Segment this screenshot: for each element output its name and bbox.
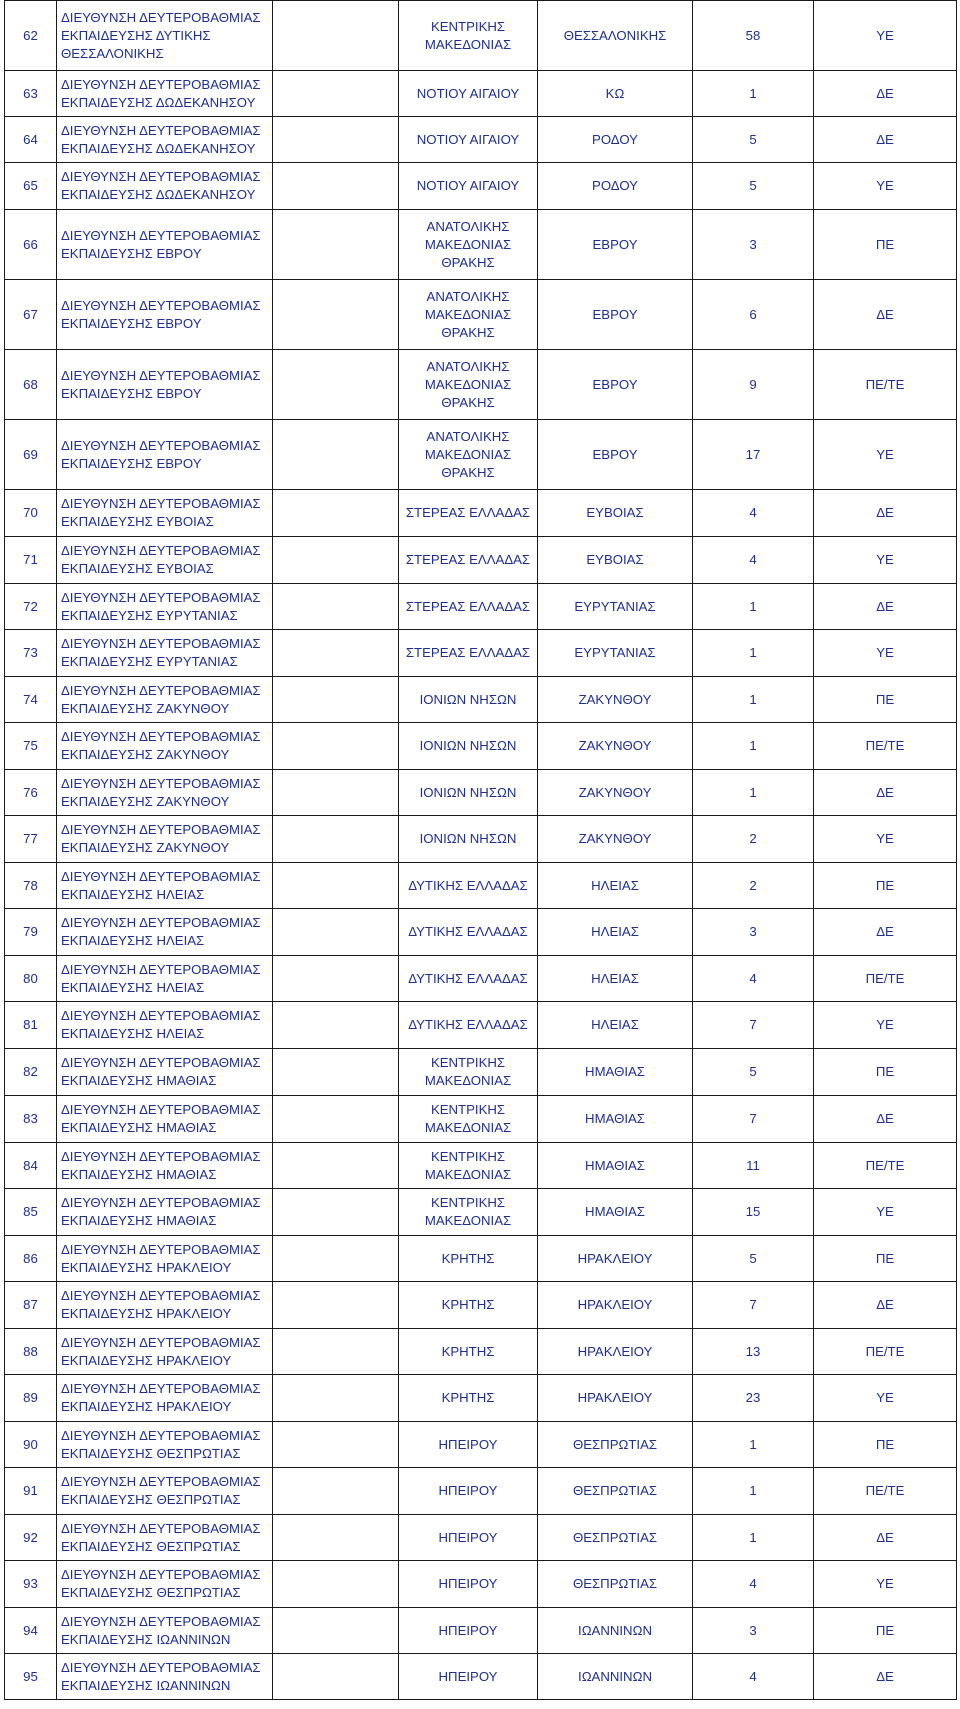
row-number: 95 — [5, 1654, 57, 1700]
table-row — [5, 630, 957, 677]
education-category: ΔΕ — [814, 909, 957, 956]
education-category: ΔΕ — [814, 490, 957, 537]
region-name: ΝΟΤΙΟΥ ΑΙΓΑΙΟΥ — [399, 117, 538, 163]
directorate-name: ΔΙΕΥΘΥΝΣΗ ΔΕΥΤΕΡΟΒΑΘΜΙΑΣ ΕΚΠΑΙΔΕΥΣΗΣ ΗΜΑΘΙΑΣ — [57, 1049, 273, 1096]
table-row — [5, 1236, 957, 1282]
table-row — [5, 1329, 957, 1375]
education-category: ΥΕ — [814, 420, 957, 490]
directorate-name: ΔΙΕΥΘΥΝΣΗ ΔΕΥΤΕΡΟΒΑΘΜΙΑΣ ΕΚΠΑΙΔΕΥΣΗΣ ΕΒΡΟΥ — [57, 350, 273, 420]
region-name: ΗΠΕΙΡΟΥ — [399, 1422, 538, 1468]
table-row — [5, 1143, 957, 1189]
education-category: ΠΕ — [814, 1049, 957, 1096]
directorate-name: ΔΙΕΥΘΥΝΣΗ ΔΕΥΤΕΡΟΒΑΘΜΙΑΣ ΕΚΠΑΙΔΕΥΣΗΣ ΗΛΕΙΑΣ — [57, 1002, 273, 1049]
empty-cell — [273, 1654, 399, 1700]
region-name: ΙΟΝΙΩΝ ΝΗΣΩΝ — [399, 723, 538, 770]
region-name: ΚΡΗΤΗΣ — [399, 1236, 538, 1282]
region-name: ΑΝΑΤΟΛΙΚΗΣ ΜΑΚΕΔΟΝΙΑΣ ΘΡΑΚΗΣ — [399, 280, 538, 350]
table-row — [5, 1189, 957, 1236]
education-category: ΠΕ — [814, 677, 957, 723]
positions-count: 23 — [693, 1375, 814, 1422]
prefecture-name: ΗΡΑΚΛΕΙΟΥ — [538, 1236, 693, 1282]
empty-cell — [273, 1375, 399, 1422]
education-category: ΥΕ — [814, 1002, 957, 1049]
prefecture-name: ΕΥΡΥΤΑΝΙΑΣ — [538, 630, 693, 677]
row-number: 74 — [5, 677, 57, 723]
positions-count: 58 — [693, 1, 814, 71]
empty-cell — [273, 490, 399, 537]
region-name: ΔΥΤΙΚΗΣ ΕΛΛΑΔΑΣ — [399, 909, 538, 956]
region-name: ΗΠΕΙΡΟΥ — [399, 1608, 538, 1654]
empty-cell — [273, 1143, 399, 1189]
education-category: ΔΕ — [814, 1096, 957, 1143]
prefecture-name: ΗΜΑΘΙΑΣ — [538, 1189, 693, 1236]
table-row — [5, 1, 957, 71]
row-number: 91 — [5, 1468, 57, 1515]
empty-cell — [273, 956, 399, 1002]
table-row — [5, 584, 957, 630]
prefecture-name: ΗΛΕΙΑΣ — [538, 863, 693, 909]
positions-count: 1 — [693, 71, 814, 117]
empty-cell — [273, 1236, 399, 1282]
table-row — [5, 770, 957, 816]
positions-count: 17 — [693, 420, 814, 490]
empty-cell — [273, 816, 399, 863]
row-number: 85 — [5, 1189, 57, 1236]
directorate-name: ΔΙΕΥΘΥΝΣΗ ΔΕΥΤΕΡΟΒΑΘΜΙΑΣ ΕΚΠΑΙΔΕΥΣΗΣ ΙΩΑΝΝΙΝΩΝ — [57, 1608, 273, 1654]
region-name: ΣΤΕΡΕΑΣ ΕΛΛΑΔΑΣ — [399, 537, 538, 584]
education-category: ΠΕ — [814, 1236, 957, 1282]
directorate-name: ΔΙΕΥΘΥΝΣΗ ΔΕΥΤΕΡΟΒΑΘΜΙΑΣ ΕΚΠΑΙΔΕΥΣΗΣ ΖΑΚΥΝΘΟΥ — [57, 816, 273, 863]
positions-count: 1 — [693, 1468, 814, 1515]
prefecture-name: ΖΑΚΥΝΘΟΥ — [538, 770, 693, 816]
directorate-name: ΔΙΕΥΘΥΝΣΗ ΔΕΥΤΕΡΟΒΑΘΜΙΑΣ ΕΚΠΑΙΔΕΥΣΗΣ ΗΜΑΘΙΑΣ — [57, 1143, 273, 1189]
prefecture-name: ΖΑΚΥΝΘΟΥ — [538, 816, 693, 863]
table-row — [5, 350, 957, 420]
prefecture-name: ΙΩΑΝΝΙΝΩΝ — [538, 1608, 693, 1654]
table-row — [5, 723, 957, 770]
directorate-name: ΔΙΕΥΘΥΝΣΗ ΔΕΥΤΕΡΟΒΑΘΜΙΑΣ ΕΚΠΑΙΔΕΥΣΗΣ ΖΑΚΥΝΘΟΥ — [57, 677, 273, 723]
table-row — [5, 863, 957, 909]
positions-count: 4 — [693, 1561, 814, 1608]
directorate-name: ΔΙΕΥΘΥΝΣΗ ΔΕΥΤΕΡΟΒΑΘΜΙΑΣ ΕΚΠΑΙΔΕΥΣΗΣ ΔΩΔΕΚΑΝΗΣΟΥ — [57, 117, 273, 163]
prefecture-name: ΗΡΑΚΛΕΙΟΥ — [538, 1375, 693, 1422]
positions-count: 3 — [693, 210, 814, 280]
row-number: 90 — [5, 1422, 57, 1468]
row-number: 88 — [5, 1329, 57, 1375]
positions-count: 1 — [693, 630, 814, 677]
positions-count: 1 — [693, 584, 814, 630]
education-category: ΔΕ — [814, 1282, 957, 1329]
positions-count: 4 — [693, 1654, 814, 1700]
positions-count: 1 — [693, 770, 814, 816]
directorate-name: ΔΙΕΥΘΥΝΣΗ ΔΕΥΤΕΡΟΒΑΘΜΙΑΣ ΕΚΠΑΙΔΕΥΣΗΣ ΗΡΑΚΛΕΙΟΥ — [57, 1282, 273, 1329]
directorate-name: ΔΙΕΥΘΥΝΣΗ ΔΕΥΤΕΡΟΒΑΘΜΙΑΣ ΕΚΠΑΙΔΕΥΣΗΣ ΗΡΑΚΛΕΙΟΥ — [57, 1236, 273, 1282]
region-name: ΣΤΕΡΕΑΣ ΕΛΛΑΔΑΣ — [399, 630, 538, 677]
education-category: ΔΕ — [814, 584, 957, 630]
row-number: 86 — [5, 1236, 57, 1282]
education-category: ΥΕ — [814, 163, 957, 210]
table-row — [5, 163, 957, 210]
region-name: ΣΤΕΡΕΑΣ ΕΛΛΑΔΑΣ — [399, 490, 538, 537]
directorate-name: ΔΙΕΥΘΥΝΣΗ ΔΕΥΤΕΡΟΒΑΘΜΙΑΣ ΕΚΠΑΙΔΕΥΣΗΣ ΕΥΡΥΤΑΝΙΑΣ — [57, 630, 273, 677]
region-name: ΗΠΕΙΡΟΥ — [399, 1515, 538, 1561]
positions-count: 3 — [693, 909, 814, 956]
positions-count: 1 — [693, 677, 814, 723]
directorate-name: ΔΙΕΥΘΥΝΣΗ ΔΕΥΤΕΡΟΒΑΘΜΙΑΣ ΕΚΠΑΙΔΕΥΣΗΣ ΕΥΒΟΙΑΣ — [57, 537, 273, 584]
table-row — [5, 1375, 957, 1422]
prefecture-name: ΕΒΡΟΥ — [538, 280, 693, 350]
directorate-name: ΔΙΕΥΘΥΝΣΗ ΔΕΥΤΕΡΟΒΑΘΜΙΑΣ ΕΚΠΑΙΔΕΥΣΗΣ ΘΕΣΠΡΩΤΙΑΣ — [57, 1561, 273, 1608]
table-row — [5, 956, 957, 1002]
region-name: ΚΡΗΤΗΣ — [399, 1375, 538, 1422]
directorate-name: ΔΙΕΥΘΥΝΣΗ ΔΕΥΤΕΡΟΒΑΘΜΙΑΣ ΕΚΠΑΙΔΕΥΣΗΣ ΘΕΣΠΡΩΤΙΑΣ — [57, 1422, 273, 1468]
table-row — [5, 909, 957, 956]
empty-cell — [273, 584, 399, 630]
empty-cell — [273, 630, 399, 677]
education-category: ΥΕ — [814, 1561, 957, 1608]
empty-cell — [273, 1002, 399, 1049]
table-row — [5, 280, 957, 350]
table-row — [5, 117, 957, 163]
directorate-name: ΔΙΕΥΘΥΝΣΗ ΔΕΥΤΕΡΟΒΑΘΜΙΑΣ ΕΚΠΑΙΔΕΥΣΗΣ ΗΛΕΙΑΣ — [57, 956, 273, 1002]
education-category: ΥΕ — [814, 537, 957, 584]
row-number: 83 — [5, 1096, 57, 1143]
region-name: ΚΕΝΤΡΙΚΗΣ ΜΑΚΕΔΟΝΙΑΣ — [399, 1096, 538, 1143]
education-category: ΔΕ — [814, 71, 957, 117]
positions-count: 5 — [693, 1236, 814, 1282]
directorate-name: ΔΙΕΥΘΥΝΣΗ ΔΕΥΤΕΡΟΒΑΘΜΙΑΣ ΕΚΠΑΙΔΕΥΣΗΣ ΔΩΔΕΚΑΝΗΣΟΥ — [57, 71, 273, 117]
empty-cell — [273, 677, 399, 723]
prefecture-name: ΕΥΒΟΙΑΣ — [538, 490, 693, 537]
education-category: ΠΕ — [814, 1608, 957, 1654]
education-category: ΠΕ — [814, 210, 957, 280]
region-name: ΝΟΤΙΟΥ ΑΙΓΑΙΟΥ — [399, 71, 538, 117]
education-category: ΥΕ — [814, 816, 957, 863]
positions-count: 4 — [693, 956, 814, 1002]
education-category: ΥΕ — [814, 630, 957, 677]
row-number: 87 — [5, 1282, 57, 1329]
directorate-name: ΔΙΕΥΘΥΝΣΗ ΔΕΥΤΕΡΟΒΑΘΜΙΑΣ ΕΚΠΑΙΔΕΥΣΗΣ ΕΥΡΥΤΑΝΙΑΣ — [57, 584, 273, 630]
prefecture-name: ΘΕΣΠΡΩΤΙΑΣ — [538, 1422, 693, 1468]
table-row — [5, 1515, 957, 1561]
empty-cell — [273, 1329, 399, 1375]
positions-count: 15 — [693, 1189, 814, 1236]
region-name: ΚΕΝΤΡΙΚΗΣ ΜΑΚΕΔΟΝΙΑΣ — [399, 1143, 538, 1189]
directorate-name: ΔΙΕΥΘΥΝΣΗ ΔΕΥΤΕΡΟΒΑΘΜΙΑΣ ΕΚΠΑΙΔΕΥΣΗΣ ΕΒΡΟΥ — [57, 280, 273, 350]
positions-count: 2 — [693, 863, 814, 909]
row-number: 81 — [5, 1002, 57, 1049]
education-category: ΠΕ — [814, 863, 957, 909]
table-row — [5, 1422, 957, 1468]
positions-count: 5 — [693, 117, 814, 163]
row-number: 94 — [5, 1608, 57, 1654]
empty-cell — [273, 909, 399, 956]
empty-cell — [273, 1096, 399, 1143]
region-name: ΔΥΤΙΚΗΣ ΕΛΛΑΔΑΣ — [399, 956, 538, 1002]
row-number: 82 — [5, 1049, 57, 1096]
positions-count: 7 — [693, 1282, 814, 1329]
table-row — [5, 1002, 957, 1049]
region-name: ΗΠΕΙΡΟΥ — [399, 1468, 538, 1515]
region-name: ΑΝΑΤΟΛΙΚΗΣ ΜΑΚΕΔΟΝΙΑΣ ΘΡΑΚΗΣ — [399, 350, 538, 420]
region-name: ΙΟΝΙΩΝ ΝΗΣΩΝ — [399, 677, 538, 723]
prefecture-name: ΘΕΣΠΡΩΤΙΑΣ — [538, 1515, 693, 1561]
region-name: ΗΠΕΙΡΟΥ — [399, 1561, 538, 1608]
positions-count: 4 — [693, 490, 814, 537]
empty-cell — [273, 420, 399, 490]
row-number: 84 — [5, 1143, 57, 1189]
positions-count: 13 — [693, 1329, 814, 1375]
region-name: ΣΤΕΡΕΑΣ ΕΛΛΑΔΑΣ — [399, 584, 538, 630]
prefecture-name: ΕΒΡΟΥ — [538, 210, 693, 280]
directorate-name: ΔΙΕΥΘΥΝΣΗ ΔΕΥΤΕΡΟΒΑΘΜΙΑΣ ΕΚΠΑΙΔΕΥΣΗΣ ΖΑΚΥΝΘΟΥ — [57, 723, 273, 770]
region-name: ΚΕΝΤΡΙΚΗΣ ΜΑΚΕΔΟΝΙΑΣ — [399, 1, 538, 71]
prefecture-name: ΖΑΚΥΝΘΟΥ — [538, 677, 693, 723]
empty-cell — [273, 537, 399, 584]
positions-count: 3 — [693, 1608, 814, 1654]
row-number: 63 — [5, 71, 57, 117]
positions-count: 11 — [693, 1143, 814, 1189]
directorate-name: ΔΙΕΥΘΥΝΣΗ ΔΕΥΤΕΡΟΒΑΘΜΙΑΣ ΕΚΠΑΙΔΕΥΣΗΣ ΗΡΑΚΛΕΙΟΥ — [57, 1329, 273, 1375]
education-category: ΥΕ — [814, 1375, 957, 1422]
directorate-name: ΔΙΕΥΘΥΝΣΗ ΔΕΥΤΕΡΟΒΑΘΜΙΑΣ ΕΚΠΑΙΔΕΥΣΗΣ ΕΥΒΟΙΑΣ — [57, 490, 273, 537]
table-row — [5, 1654, 957, 1700]
table-row — [5, 1468, 957, 1515]
prefecture-name: ΗΛΕΙΑΣ — [538, 1002, 693, 1049]
directorate-name: ΔΙΕΥΘΥΝΣΗ ΔΕΥΤΕΡΟΒΑΘΜΙΑΣ ΕΚΠΑΙΔΕΥΣΗΣ ΘΕΣΠΡΩΤΙΑΣ — [57, 1515, 273, 1561]
prefecture-name: ΖΑΚΥΝΘΟΥ — [538, 723, 693, 770]
row-number: 92 — [5, 1515, 57, 1561]
table-row — [5, 1096, 957, 1143]
directorate-name: ΔΙΕΥΘΥΝΣΗ ΔΕΥΤΕΡΟΒΑΘΜΙΑΣ ΕΚΠΑΙΔΕΥΣΗΣ ΙΩΑΝΝΙΝΩΝ — [57, 1654, 273, 1700]
prefecture-name: ΗΛΕΙΑΣ — [538, 909, 693, 956]
table-row — [5, 210, 957, 280]
positions-count: 1 — [693, 723, 814, 770]
positions-count: 7 — [693, 1096, 814, 1143]
prefecture-name: ΙΩΑΝΝΙΝΩΝ — [538, 1654, 693, 1700]
prefecture-name: ΗΜΑΘΙΑΣ — [538, 1049, 693, 1096]
region-name: ΑΝΑΤΟΛΙΚΗΣ ΜΑΚΕΔΟΝΙΑΣ ΘΡΑΚΗΣ — [399, 420, 538, 490]
prefecture-name: ΕΒΡΟΥ — [538, 420, 693, 490]
empty-cell — [273, 1049, 399, 1096]
directorate-name: ΔΙΕΥΘΥΝΣΗ ΔΕΥΤΕΡΟΒΑΘΜΙΑΣ ΕΚΠΑΙΔΕΥΣΗΣ ΗΜΑΘΙΑΣ — [57, 1189, 273, 1236]
empty-cell — [273, 163, 399, 210]
empty-cell — [273, 280, 399, 350]
empty-cell — [273, 1608, 399, 1654]
table-row — [5, 677, 957, 723]
row-number: 80 — [5, 956, 57, 1002]
education-category: ΥΕ — [814, 1, 957, 71]
prefecture-name: ΡΟΔΟΥ — [538, 117, 693, 163]
directorate-name: ΔΙΕΥΘΥΝΣΗ ΔΕΥΤΕΡΟΒΑΘΜΙΑΣ ΕΚΠΑΙΔΕΥΣΗΣ ΗΡΑΚΛΕΙΟΥ — [57, 1375, 273, 1422]
prefecture-name: ΗΜΑΘΙΑΣ — [538, 1096, 693, 1143]
region-name: ΔΥΤΙΚΗΣ ΕΛΛΑΔΑΣ — [399, 1002, 538, 1049]
table-row — [5, 1049, 957, 1096]
education-category: ΠΕ/ΤΕ — [814, 956, 957, 1002]
row-number: 69 — [5, 420, 57, 490]
empty-cell — [273, 117, 399, 163]
prefecture-name: ΚΩ — [538, 71, 693, 117]
region-name: ΗΠΕΙΡΟΥ — [399, 1654, 538, 1700]
row-number: 73 — [5, 630, 57, 677]
table-row — [5, 420, 957, 490]
row-number: 77 — [5, 816, 57, 863]
row-number: 67 — [5, 280, 57, 350]
directorate-name: ΔΙΕΥΘΥΝΣΗ ΔΕΥΤΕΡΟΒΑΘΜΙΑΣ ΕΚΠΑΙΔΕΥΣΗΣ ΗΛΕΙΑΣ — [57, 863, 273, 909]
positions-count: 4 — [693, 537, 814, 584]
row-number: 89 — [5, 1375, 57, 1422]
education-category: ΠΕ/ΤΕ — [814, 1143, 957, 1189]
prefecture-name: ΕΥΡΥΤΑΝΙΑΣ — [538, 584, 693, 630]
directorate-name: ΔΙΕΥΘΥΝΣΗ ΔΕΥΤΕΡΟΒΑΘΜΙΑΣ ΕΚΠΑΙΔΕΥΣΗΣ ΔΩΔΕΚΑΝΗΣΟΥ — [57, 163, 273, 210]
education-category: ΔΕ — [814, 117, 957, 163]
empty-cell — [273, 1189, 399, 1236]
education-category: ΔΕ — [814, 1654, 957, 1700]
row-number: 68 — [5, 350, 57, 420]
empty-cell — [273, 350, 399, 420]
positions-count: 5 — [693, 163, 814, 210]
positions-count: 1 — [693, 1422, 814, 1468]
row-number: 79 — [5, 909, 57, 956]
prefecture-name: ΗΛΕΙΑΣ — [538, 956, 693, 1002]
prefecture-name: ΕΒΡΟΥ — [538, 350, 693, 420]
positions-count: 5 — [693, 1049, 814, 1096]
prefecture-name: ΘΕΣΣΑΛΟΝΙΚΗΣ — [538, 1, 693, 71]
directorate-name: ΔΙΕΥΘΥΝΣΗ ΔΕΥΤΕΡΟΒΑΘΜΙΑΣ ΕΚΠΑΙΔΕΥΣΗΣ ΗΛΕΙΑΣ — [57, 909, 273, 956]
prefecture-name: ΡΟΔΟΥ — [538, 163, 693, 210]
row-number: 78 — [5, 863, 57, 909]
directorate-name: ΔΙΕΥΘΥΝΣΗ ΔΕΥΤΕΡΟΒΑΘΜΙΑΣ ΕΚΠΑΙΔΕΥΣΗΣ ΘΕΣΠΡΩΤΙΑΣ — [57, 1468, 273, 1515]
region-name: ΚΕΝΤΡΙΚΗΣ ΜΑΚΕΔΟΝΙΑΣ — [399, 1189, 538, 1236]
empty-cell — [273, 1, 399, 71]
education-category: ΔΕ — [814, 1515, 957, 1561]
region-name: ΚΡΗΤΗΣ — [399, 1282, 538, 1329]
directorate-name: ΔΙΕΥΘΥΝΣΗ ΔΕΥΤΕΡΟΒΑΘΜΙΑΣ ΕΚΠΑΙΔΕΥΣΗΣ ΔΥΤΙΚΗΣ ΘΕΣΣΑΛΟΝΙΚΗΣ — [57, 1, 273, 71]
prefecture-name: ΗΡΑΚΛΕΙΟΥ — [538, 1329, 693, 1375]
row-number: 76 — [5, 770, 57, 816]
row-number: 64 — [5, 117, 57, 163]
positions-count: 1 — [693, 1515, 814, 1561]
row-number: 71 — [5, 537, 57, 584]
education-category: ΠΕ/ΤΕ — [814, 1468, 957, 1515]
empty-cell — [273, 1515, 399, 1561]
row-number: 93 — [5, 1561, 57, 1608]
row-number: 65 — [5, 163, 57, 210]
prefecture-name: ΘΕΣΠΡΩΤΙΑΣ — [538, 1468, 693, 1515]
directorate-name: ΔΙΕΥΘΥΝΣΗ ΔΕΥΤΕΡΟΒΑΘΜΙΑΣ ΕΚΠΑΙΔΕΥΣΗΣ ΗΜΑΘΙΑΣ — [57, 1096, 273, 1143]
row-number: 70 — [5, 490, 57, 537]
table-row — [5, 816, 957, 863]
positions-count: 9 — [693, 350, 814, 420]
table-body — [5, 1, 957, 1700]
table-row — [5, 537, 957, 584]
directorate-name: ΔΙΕΥΘΥΝΣΗ ΔΕΥΤΕΡΟΒΑΘΜΙΑΣ ΕΚΠΑΙΔΕΥΣΗΣ ΕΒΡΟΥ — [57, 210, 273, 280]
table-row — [5, 1561, 957, 1608]
prefecture-name: ΕΥΒΟΙΑΣ — [538, 537, 693, 584]
empty-cell — [273, 1282, 399, 1329]
directorate-name: ΔΙΕΥΘΥΝΣΗ ΔΕΥΤΕΡΟΒΑΘΜΙΑΣ ΕΚΠΑΙΔΕΥΣΗΣ ΕΒΡΟΥ — [57, 420, 273, 490]
empty-cell — [273, 210, 399, 280]
region-name: ΔΥΤΙΚΗΣ ΕΛΛΑΔΑΣ — [399, 863, 538, 909]
positions-table — [4, 0, 957, 1700]
table-row — [5, 1608, 957, 1654]
education-category: ΠΕ/ΤΕ — [814, 350, 957, 420]
education-category: ΠΕ/ΤΕ — [814, 1329, 957, 1375]
empty-cell — [273, 1468, 399, 1515]
region-name: ΙΟΝΙΩΝ ΝΗΣΩΝ — [399, 816, 538, 863]
prefecture-name: ΗΜΑΘΙΑΣ — [538, 1143, 693, 1189]
positions-count: 7 — [693, 1002, 814, 1049]
education-category: ΠΕ — [814, 1422, 957, 1468]
empty-cell — [273, 723, 399, 770]
row-number: 66 — [5, 210, 57, 280]
empty-cell — [273, 1561, 399, 1608]
table-row — [5, 1282, 957, 1329]
positions-count: 6 — [693, 280, 814, 350]
education-category: ΔΕ — [814, 280, 957, 350]
empty-cell — [273, 71, 399, 117]
region-name: ΝΟΤΙΟΥ ΑΙΓΑΙΟΥ — [399, 163, 538, 210]
empty-cell — [273, 863, 399, 909]
education-category: ΥΕ — [814, 1189, 957, 1236]
empty-cell — [273, 1422, 399, 1468]
education-category: ΔΕ — [814, 770, 957, 816]
directorate-name: ΔΙΕΥΘΥΝΣΗ ΔΕΥΤΕΡΟΒΑΘΜΙΑΣ ΕΚΠΑΙΔΕΥΣΗΣ ΖΑΚΥΝΘΟΥ — [57, 770, 273, 816]
row-number: 72 — [5, 584, 57, 630]
empty-cell — [273, 770, 399, 816]
education-category: ΠΕ/ΤΕ — [814, 723, 957, 770]
positions-count: 2 — [693, 816, 814, 863]
prefecture-name: ΗΡΑΚΛΕΙΟΥ — [538, 1282, 693, 1329]
table-row — [5, 71, 957, 117]
row-number: 62 — [5, 1, 57, 71]
table-row — [5, 490, 957, 537]
row-number: 75 — [5, 723, 57, 770]
region-name: ΚΡΗΤΗΣ — [399, 1329, 538, 1375]
region-name: ΚΕΝΤΡΙΚΗΣ ΜΑΚΕΔΟΝΙΑΣ — [399, 1049, 538, 1096]
region-name: ΑΝΑΤΟΛΙΚΗΣ ΜΑΚΕΔΟΝΙΑΣ ΘΡΑΚΗΣ — [399, 210, 538, 280]
prefecture-name: ΘΕΣΠΡΩΤΙΑΣ — [538, 1561, 693, 1608]
region-name: ΙΟΝΙΩΝ ΝΗΣΩΝ — [399, 770, 538, 816]
